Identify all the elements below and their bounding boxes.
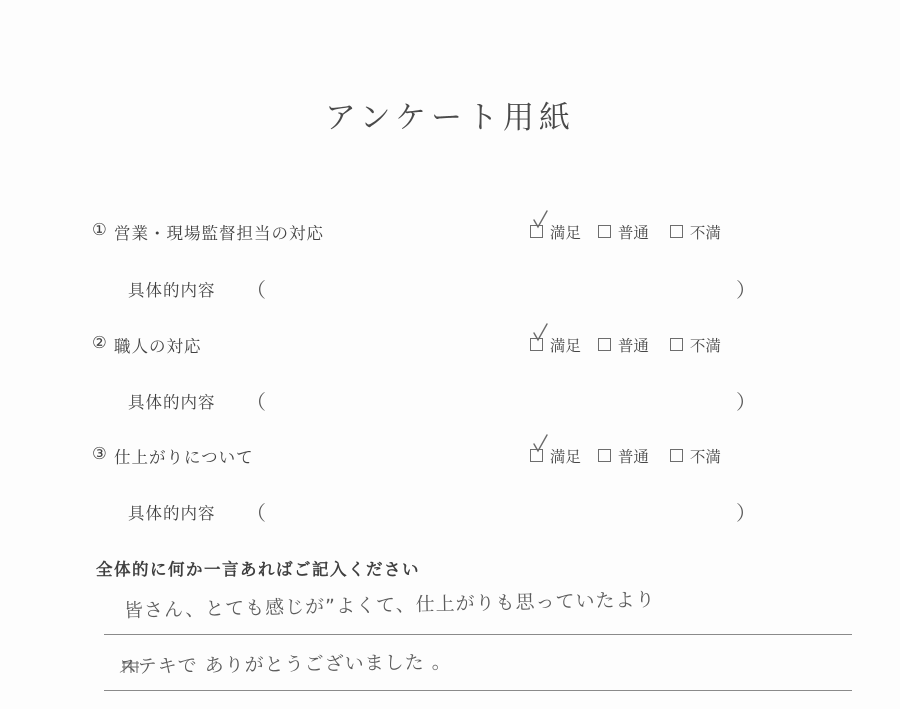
question-number-2: ②: [92, 333, 107, 352]
option-normal-2[interactable]: [598, 334, 649, 356]
detail-label-2: 具体的内容: [128, 393, 216, 412]
checkbox-icon[interactable]: [670, 338, 683, 351]
question-number-1: ①: [92, 220, 107, 239]
detail-row-1: [128, 277, 828, 301]
option-satisfied-1[interactable]: [530, 221, 581, 243]
checkbox-icon[interactable]: [670, 449, 683, 462]
detail-label-3: 具体的内容: [128, 504, 216, 523]
question-options-3: [530, 444, 830, 470]
checkbox-icon[interactable]: [670, 225, 683, 238]
option-label: 満足: [549, 338, 581, 355]
option-label: 普通: [617, 338, 649, 355]
free-comment-rule-2: [104, 690, 852, 691]
option-label: 普通: [617, 225, 649, 242]
free-comment-rule-1: [104, 634, 852, 635]
option-label: 不満: [689, 449, 721, 466]
detail-paren-close-2: ）: [736, 392, 756, 414]
question-row-1: [92, 220, 832, 246]
detail-paren-open-3: （: [246, 503, 266, 525]
option-unsatisfied-1[interactable]: [670, 221, 721, 243]
checkbox-icon[interactable]: [530, 338, 543, 351]
detail-row-3: [128, 500, 828, 524]
question-options-1: [530, 220, 830, 246]
question-number-3: ③: [92, 444, 107, 463]
option-label: 満足: [549, 225, 581, 242]
checkbox-icon[interactable]: [598, 449, 611, 462]
option-label: 不満: [689, 338, 721, 355]
option-label: 普通: [617, 449, 649, 466]
checkbox-icon[interactable]: [598, 338, 611, 351]
option-normal-3[interactable]: [598, 445, 649, 467]
question-options-2: [530, 333, 830, 359]
option-unsatisfied-2[interactable]: [670, 334, 721, 356]
detail-label-1: 具体的内容: [128, 281, 216, 300]
detail-paren-close-1: ）: [736, 280, 756, 302]
option-normal-1[interactable]: [598, 221, 649, 243]
question-label-1: 営業・現場監督担当の対応: [114, 224, 324, 243]
checkbox-icon[interactable]: [530, 225, 543, 238]
option-label: 不満: [689, 225, 721, 242]
detail-paren-close-3: ）: [736, 503, 756, 525]
question-label-3: 仕上がりについて: [114, 448, 254, 467]
checkbox-icon[interactable]: [530, 449, 543, 462]
page-title: アンケート用紙: [324, 100, 576, 135]
option-satisfied-3[interactable]: [530, 445, 581, 467]
question-row-3: [92, 444, 832, 470]
detail-paren-open-1: （: [246, 280, 266, 302]
question-row-2: [92, 333, 832, 359]
detail-row-2: [128, 389, 828, 413]
option-label: 満足: [549, 449, 581, 466]
option-unsatisfied-3[interactable]: [670, 445, 721, 467]
question-label-2: 職人の対応: [114, 337, 202, 356]
option-satisfied-2[interactable]: [530, 334, 581, 356]
free-comment-label: 全体的に何か一言あればご記入ください: [96, 561, 420, 579]
checkbox-icon[interactable]: [598, 225, 611, 238]
free-comment-line-2: ステキで ありがとうございました 。: [117, 651, 452, 678]
detail-paren-open-2: （: [246, 392, 266, 414]
free-comment-line-1: 皆さん、とても感じが”よくて、仕上がりも思っていたより: [123, 588, 656, 622]
